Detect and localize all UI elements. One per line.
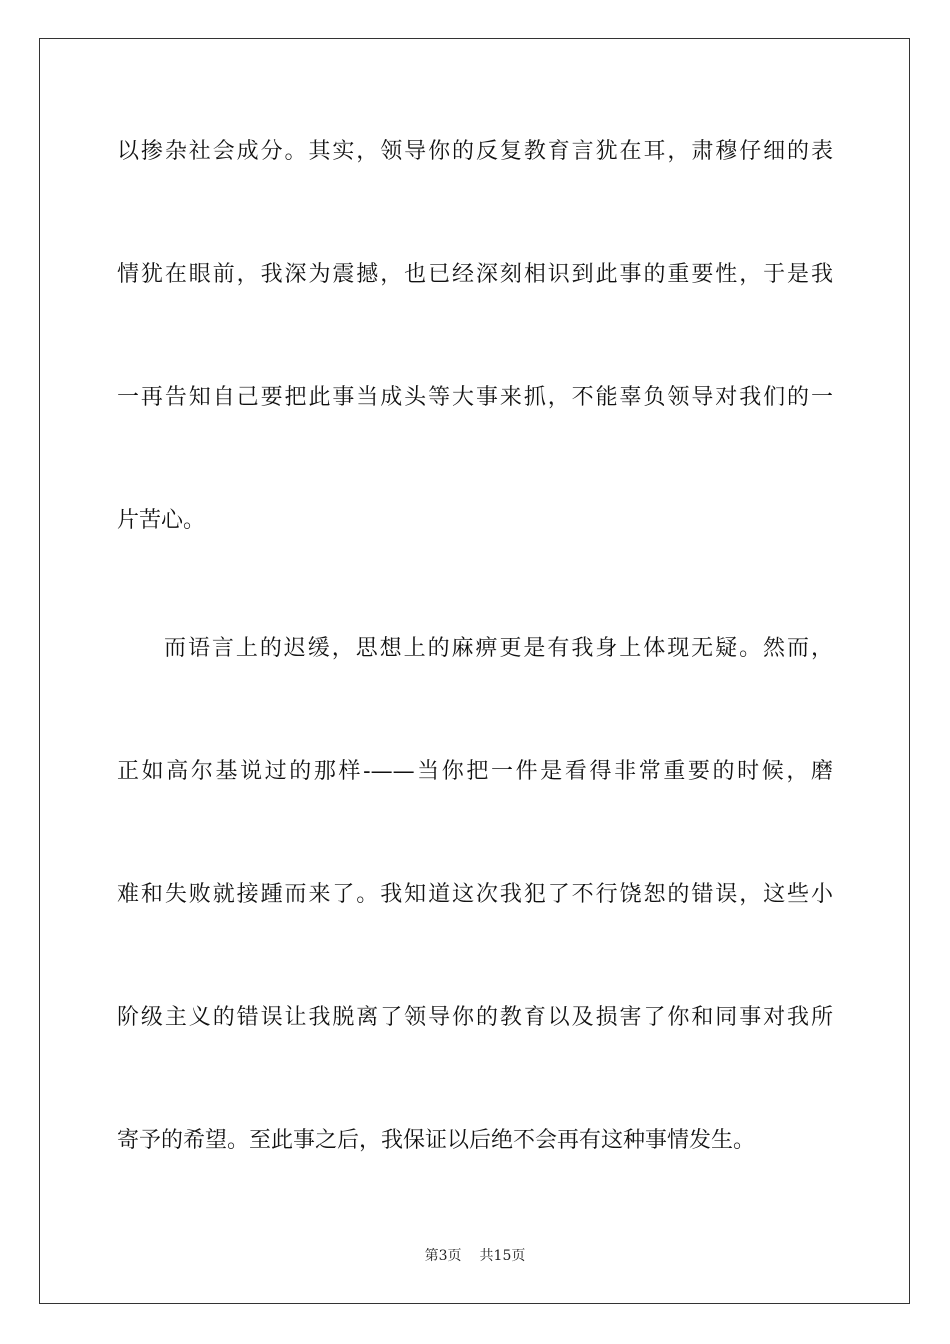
text-line-4: 片苦心。 xyxy=(117,508,206,533)
text-line-3: 一再告知自己要把此事当成头等大事来抓，不能辜负领导对我们的一 xyxy=(117,385,833,410)
text-line-6: 正如高尔基说过的那样-——当你把一件是看得非常重要的时候，磨 xyxy=(117,759,833,784)
text-line-8: 阶级主义的错误让我脱离了领导你的教育以及损害了你和同事对我所 xyxy=(117,1005,833,1030)
text-line-9: 寄予的希望。至此事之后，我保证以后绝不会再有这种事情发生。 xyxy=(117,1128,756,1153)
page-border xyxy=(39,38,910,1304)
page-number: 第3页 xyxy=(424,1248,462,1264)
text-line-7: 难和失败就接踵而来了。我知道这次我犯了不行饶恕的错误，这些小 xyxy=(117,882,833,907)
page-total: 共15页 xyxy=(479,1248,526,1264)
text-line-5: 而语言上的迟缓，思想上的麻痹更是有我身上体现无疑。然而， xyxy=(164,636,833,661)
text-line-1: 以掺杂社会成分。其实，领导你的反复教育言犹在耳，肃穆仔细的表 xyxy=(117,139,833,164)
page-footer xyxy=(0,1245,950,1265)
text-line-2: 情犹在眼前，我深为震撼，也已经深刻相识到此事的重要性，于是我 xyxy=(117,262,833,287)
